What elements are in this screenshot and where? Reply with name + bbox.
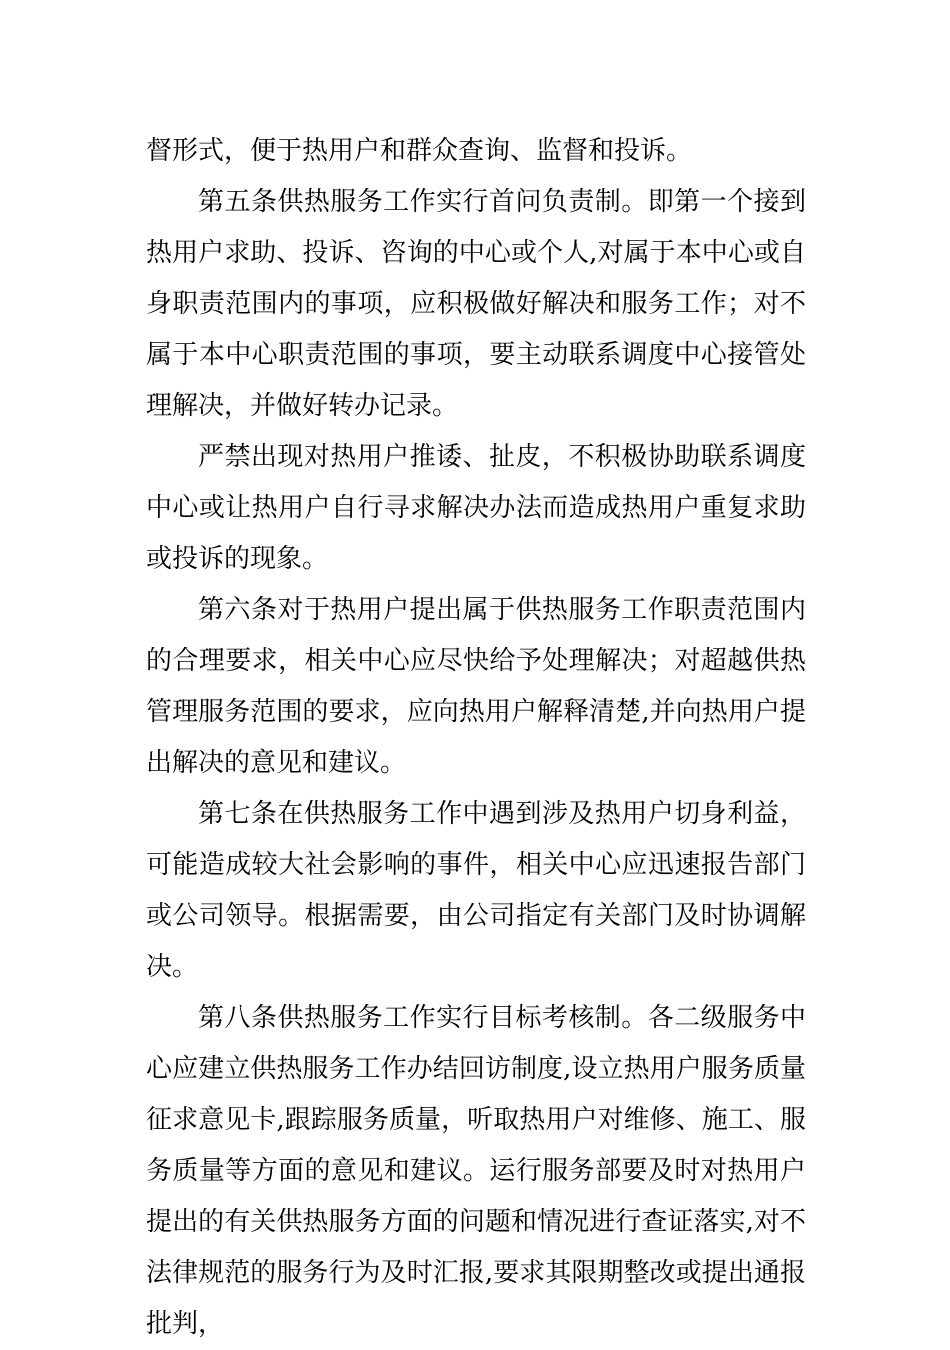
document-page: [146, 126, 806, 1350]
paragraph-article-5: 第五条供热服务工作实行首问负责制。即第一个接到热用户求助、投诉、咨询的中心或个人,对属于本中心或自身职责范围内的事项，应积极做好解决和服务工作；对不属于本中心职责范围的事项，要主动联系调度中心接管处理解决，并做好转办记录。: [146, 187, 806, 421]
paragraph-article-6: 第六条对于热用户提出属于供热服务工作职责范围内的合理要求，相关中心应尽快给予处理解决；对超越供热管理服务范围的要求，应向热用户解释清楚,并向热用户提出解决的意见和建议。: [146, 595, 806, 778]
paragraph-continuation: 督形式，便于热用户和群众查询、监督和投诉。: [146, 136, 693, 166]
paragraph-prohibition: 严禁出现对热用户推诿、扯皮，不积极协助联系调度中心或让热用户自行寻求解决办法而造成热用户重复求助或投诉的现象。: [146, 442, 806, 574]
paragraph-article-8: 第八条供热服务工作实行目标考核制。各二级服务中心应建立供热服务工作办结回访制度,设立热用户服务质量征求意见卡,跟踪服务质量，听取热用户对维修、施工、服务质量等方面的意见和建议。运行服务部要及时对热用户提出的有关供热服务方面的问题和情况进行查证落实,对不法律规范的服务行为及时汇报,要求其限期整改或提出通报批判，: [146, 1003, 806, 1339]
paragraph-article-7: 第七条在供热服务工作中遇到涉及热用户切身利益，可能造成较大社会影响的事件，相关中心应迅速报告部门或公司领导。根据需要，由公司指定有关部门及时协调解决。: [146, 799, 806, 982]
